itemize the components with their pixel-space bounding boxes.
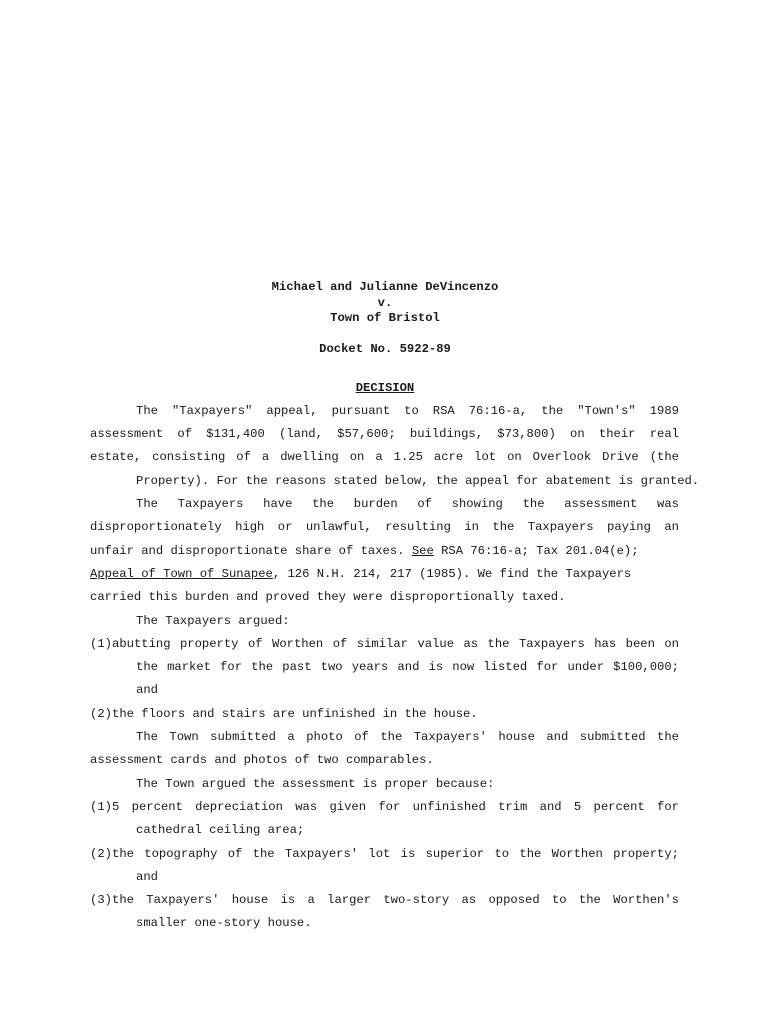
taxpayers-item1-number: (1) bbox=[90, 637, 112, 651]
para1-line4: Property). For the reasons stated below, the appeal for abatement is granted. bbox=[136, 474, 700, 488]
taxpayers-item1-line3: and bbox=[136, 683, 158, 697]
taxpayers-item1-line2: the market for the past two years and is now listed for under $100,000; bbox=[136, 660, 679, 674]
taxpayers-argued-intro: The Taxpayers argued: bbox=[136, 614, 290, 628]
para2-line5: carried this burden and proved they were disproportionally taxed. bbox=[90, 590, 566, 604]
town-item1-number: (1) bbox=[90, 800, 112, 814]
taxpayers-item2-line1: the floors and stairs are unfinished in the house. bbox=[112, 707, 478, 721]
caption-versus: v. bbox=[377, 296, 393, 310]
town-item3-line2: smaller one-story house. bbox=[136, 916, 312, 930]
para2-line4-text: , 126 N.H. 214, 217 (1985). We find the Taxpayers bbox=[272, 567, 632, 581]
para1-line3: estate, consisting of a dwelling on a 1.25 acre lot on Overlook Drive (the bbox=[90, 450, 679, 464]
para2-line3-citation: RSA 76:16-a; Tax 201.04(e); bbox=[433, 544, 639, 558]
taxpayers-item2-number: (2) bbox=[90, 707, 112, 721]
decision-heading: DECISION bbox=[355, 381, 415, 395]
case-name: Appeal of Town of Sunapee bbox=[90, 567, 273, 581]
town-item3-number: (3) bbox=[90, 893, 112, 907]
caption-parties-1: Michael and Julianne DeVincenzo bbox=[271, 280, 499, 294]
para1-line1: The "Taxpayers" appeal, pursuant to RSA 76:16-a, the "Town's" 1989 bbox=[136, 404, 679, 418]
town-item1-line2: cathedral ceiling area; bbox=[136, 823, 305, 837]
para2-line2: disproportionately high or unlawful, resulting in the Taxpayers paying an bbox=[90, 520, 679, 534]
para3-line2: assessment cards and photos of two comparables. bbox=[90, 753, 434, 767]
para1-line2: assessment of $131,400 (land, $57,600; buildings, $73,800) on their real bbox=[90, 427, 679, 441]
para2-line4 bbox=[90, 567, 679, 581]
see-signal: See bbox=[411, 544, 434, 558]
para2-line1: The Taxpayers have the burden of showing the assessment was bbox=[136, 497, 679, 511]
town-item1-line1: 5 percent depreciation was given for unfinished trim and 5 percent for bbox=[112, 800, 679, 814]
town-item2-number: (2) bbox=[90, 847, 112, 861]
town-item2-line2: and bbox=[136, 870, 158, 884]
caption-parties-2: Town of Bristol bbox=[330, 311, 440, 325]
para3-line1: The Town submitted a photo of the Taxpayers' house and submitted the bbox=[136, 730, 679, 744]
taxpayers-item1-line1: abutting property of Worthen of similar value as the Taxpayers has been on bbox=[112, 637, 679, 651]
town-item2-line1: the topography of the Taxpayers' lot is superior to the Worthen property; bbox=[112, 847, 679, 861]
docket-number: Docket No. 5922-89 bbox=[319, 342, 451, 356]
para2-line3-text: unfair and disproportionate share of taxes. bbox=[90, 544, 412, 558]
para2-line3 bbox=[90, 544, 679, 558]
town-item3-line1: the Taxpayers' house is a larger two-story as opposed to the Worthen's bbox=[112, 893, 679, 907]
town-argued-intro: The Town argued the assessment is proper because: bbox=[136, 777, 495, 791]
